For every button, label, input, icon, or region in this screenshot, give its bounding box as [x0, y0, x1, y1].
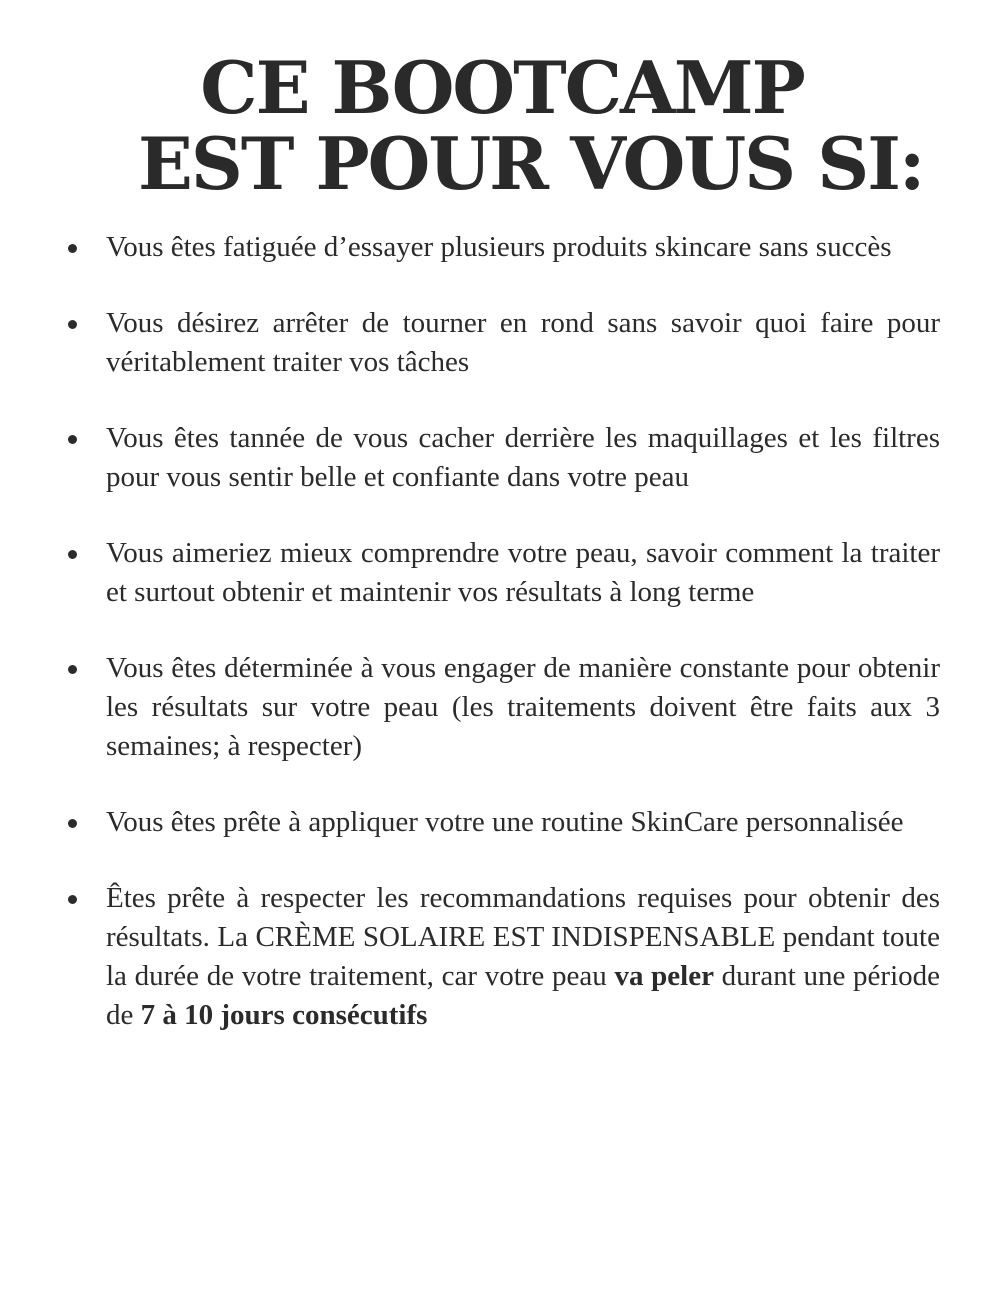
bullet-icon — [68, 895, 77, 904]
bullet-icon — [68, 435, 77, 444]
bullet-icon — [68, 819, 77, 828]
list-item-text: Vous désirez arrêter de tourner en rond sans savoir quoi faire pour véritablement traiter vos tâches — [106, 307, 940, 378]
list-item-text: Vous êtes déterminée à vous engager de manière constante pour obtenir les résultats sur votre peau (les traitements doivent être faits aux 3 semaines; à respecter) — [106, 652, 940, 762]
list-item-text: Vous êtes prête à appliquer votre une routine SkinCare personnalisée — [106, 806, 904, 838]
list-item — [62, 879, 940, 1035]
bullet-icon — [68, 550, 77, 559]
list-item-text-part: Êtes prête à respecter les recommandations requises pour obtenir des résultats. La CRÈME SOLAIRE EST INDISPENSABLE pendant toute la durée de votre traitement, car votre peau — [106, 882, 940, 992]
bullet-icon — [68, 665, 77, 674]
emphasis-text: va peler — [614, 960, 714, 992]
bullet-icon — [68, 244, 77, 253]
list-item — [62, 304, 940, 382]
list-item — [62, 803, 940, 842]
criteria-list — [62, 228, 940, 1072]
list-item-text-part: durant une période de — [106, 960, 940, 1031]
title-line-2: EST POUR VOUS SI: — [138, 121, 924, 206]
list-item-text: Vous aimeriez mieux comprendre votre peau, savoir comment la traiter et surtout obtenir et maintenir vos résultats à long terme — [106, 537, 940, 608]
list-item — [62, 534, 940, 612]
emphasis-text: 7 à 10 jours consécutifs — [140, 999, 428, 1031]
title-line-1: CE BOOTCAMP — [200, 45, 804, 130]
bullet-icon — [68, 320, 77, 329]
list-item — [62, 419, 940, 497]
list-item — [62, 228, 940, 267]
list-item-text: Vous êtes fatiguée d’essayer plusieurs produits skincare sans succès — [106, 231, 892, 263]
list-item-text: Vous êtes tannée de vous cacher derrière les maquillages et les filtres pour vous sentir belle et confiante dans votre peau — [106, 422, 940, 493]
page-title — [0, 45, 1004, 206]
list-item — [62, 649, 940, 766]
